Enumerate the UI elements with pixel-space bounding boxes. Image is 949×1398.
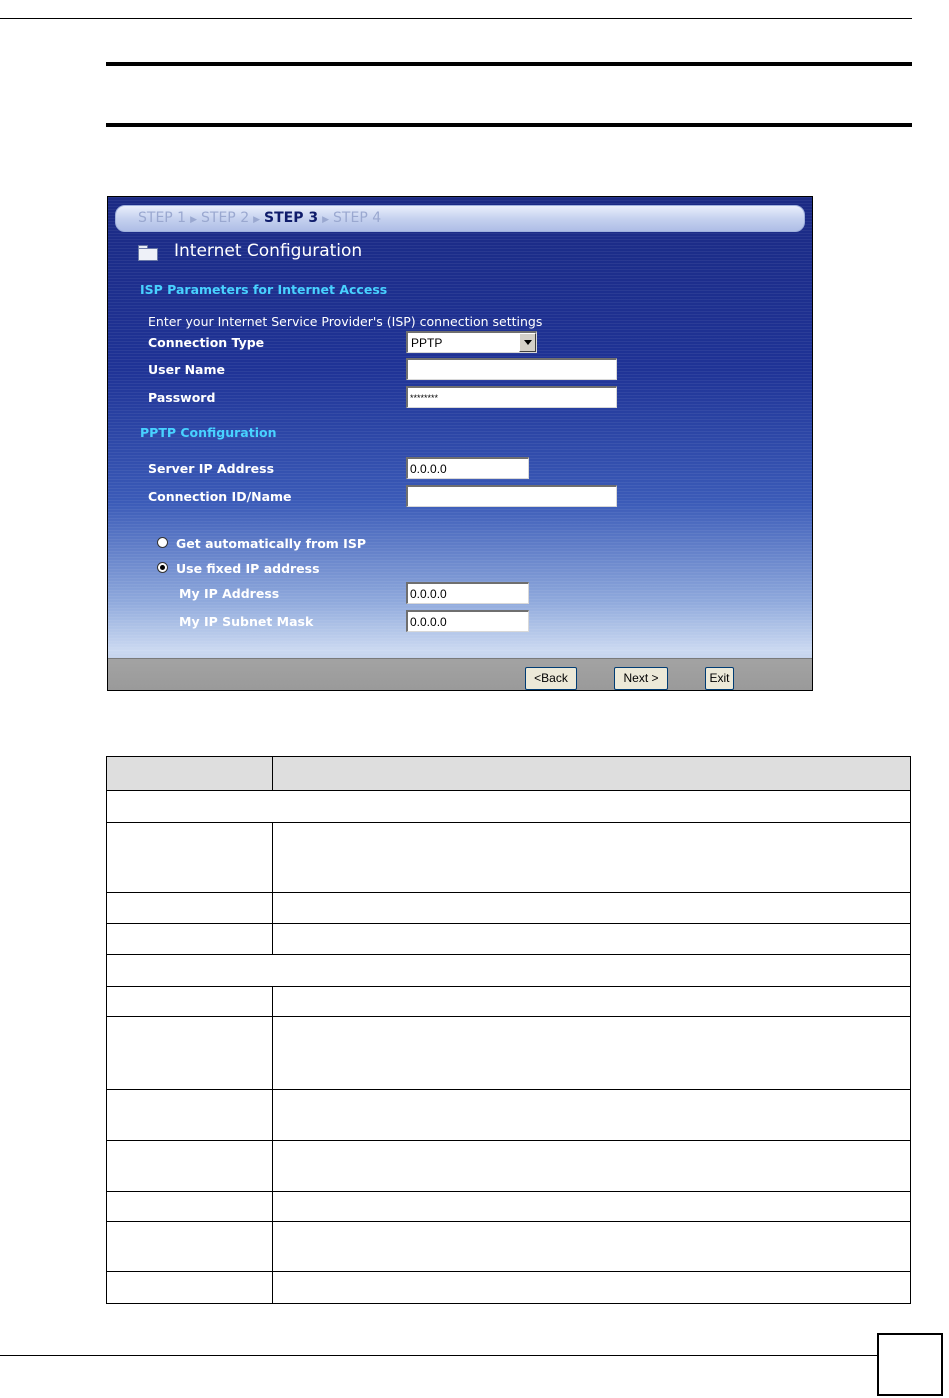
footer-rule bbox=[0, 1355, 878, 1356]
next-button[interactable]: Next > bbox=[614, 667, 668, 690]
step-arrow-icon: ▶ bbox=[253, 215, 261, 225]
isp-section-heading: ISP Parameters for Internet Access bbox=[140, 282, 388, 297]
user-name-label: User Name bbox=[148, 362, 225, 377]
connection-id-input[interactable] bbox=[406, 485, 617, 507]
header-rule bbox=[0, 18, 912, 19]
table-cell bbox=[273, 1192, 911, 1222]
radio-get-automatically-label: Get automatically from ISP bbox=[176, 536, 366, 551]
connection-type-value: PPTP bbox=[411, 336, 443, 350]
connection-type-select[interactable] bbox=[406, 331, 537, 353]
step-arrow-icon: ▶ bbox=[190, 215, 198, 225]
table-cell bbox=[107, 823, 273, 893]
radio-use-fixed-ip[interactable] bbox=[157, 562, 168, 573]
connection-type-label: Connection Type bbox=[148, 335, 265, 350]
wizard-title: Internet Configuration bbox=[174, 241, 363, 261]
table-row bbox=[107, 1141, 911, 1192]
table-cell bbox=[273, 823, 911, 893]
step-4: STEP 4 bbox=[333, 210, 382, 226]
table-cell bbox=[107, 1017, 273, 1090]
table-cell bbox=[107, 1192, 273, 1222]
table-row bbox=[107, 1272, 911, 1304]
table-cell bbox=[107, 893, 273, 924]
title-rule-bottom bbox=[106, 123, 912, 127]
table-cell bbox=[273, 1017, 911, 1090]
step-bar bbox=[115, 205, 805, 232]
my-ip-input[interactable]: 0.0.0.0 bbox=[406, 582, 529, 604]
radio-use-fixed-ip-label: Use fixed IP address bbox=[176, 561, 320, 576]
step-1: STEP 1 bbox=[138, 210, 187, 226]
table-cell bbox=[107, 1090, 273, 1141]
step-arrow-icon: ▶ bbox=[322, 215, 330, 225]
table-header-row bbox=[107, 757, 911, 791]
server-ip-label: Server IP Address bbox=[148, 461, 275, 476]
table-cell bbox=[273, 924, 911, 955]
field-description-table bbox=[106, 756, 911, 1304]
back-button[interactable]: <Back bbox=[525, 667, 577, 690]
table-row bbox=[107, 823, 911, 893]
table-row bbox=[107, 1017, 911, 1090]
wizard-footer bbox=[108, 658, 813, 691]
chevron-down-icon[interactable] bbox=[519, 333, 536, 352]
table-cell bbox=[107, 1222, 273, 1272]
wizard-window bbox=[107, 196, 813, 691]
table-row bbox=[107, 1192, 911, 1222]
my-ip-label: My IP Address bbox=[179, 586, 280, 601]
table-cell bbox=[273, 987, 911, 1017]
connection-id-label: Connection ID/Name bbox=[148, 489, 292, 504]
table-cell bbox=[107, 1141, 273, 1192]
table-row bbox=[107, 1222, 911, 1272]
table-row bbox=[107, 987, 911, 1017]
table-cell bbox=[107, 924, 273, 955]
password-input[interactable]: ******** bbox=[406, 386, 617, 408]
table-row bbox=[107, 1090, 911, 1141]
table-cell bbox=[273, 1090, 911, 1141]
user-name-input[interactable] bbox=[406, 358, 617, 380]
exit-button[interactable]: Exit bbox=[705, 667, 734, 690]
step-2: STEP 2 bbox=[201, 210, 250, 226]
table-row bbox=[107, 893, 911, 924]
table-cell bbox=[107, 955, 911, 987]
step-3: STEP 3 bbox=[264, 210, 319, 226]
table-cell bbox=[107, 987, 273, 1017]
password-label: Password bbox=[148, 390, 216, 405]
table-cell bbox=[273, 893, 911, 924]
folder-icon bbox=[138, 245, 157, 260]
my-subnet-input[interactable]: 0.0.0.0 bbox=[406, 610, 529, 632]
server-ip-input[interactable]: 0.0.0.0 bbox=[406, 457, 529, 479]
radio-get-automatically[interactable] bbox=[157, 537, 168, 548]
table-section-row bbox=[107, 955, 911, 987]
pptp-section-heading: PPTP Configuration bbox=[140, 425, 277, 440]
my-subnet-label: My IP Subnet Mask bbox=[179, 614, 314, 629]
page-number-box bbox=[877, 1333, 943, 1396]
table-cell bbox=[273, 1222, 911, 1272]
table-cell bbox=[273, 1141, 911, 1192]
table-section-row bbox=[107, 791, 911, 823]
title-rule-top bbox=[106, 62, 912, 66]
table-cell bbox=[107, 1272, 273, 1304]
table-row bbox=[107, 924, 911, 955]
table-cell bbox=[273, 1272, 911, 1304]
isp-intro-text: Enter your Internet Service Provider's (ISP) connection settings bbox=[148, 314, 543, 329]
table-header-cell bbox=[273, 757, 911, 791]
table-header-cell bbox=[107, 757, 273, 791]
table-cell bbox=[107, 791, 911, 823]
